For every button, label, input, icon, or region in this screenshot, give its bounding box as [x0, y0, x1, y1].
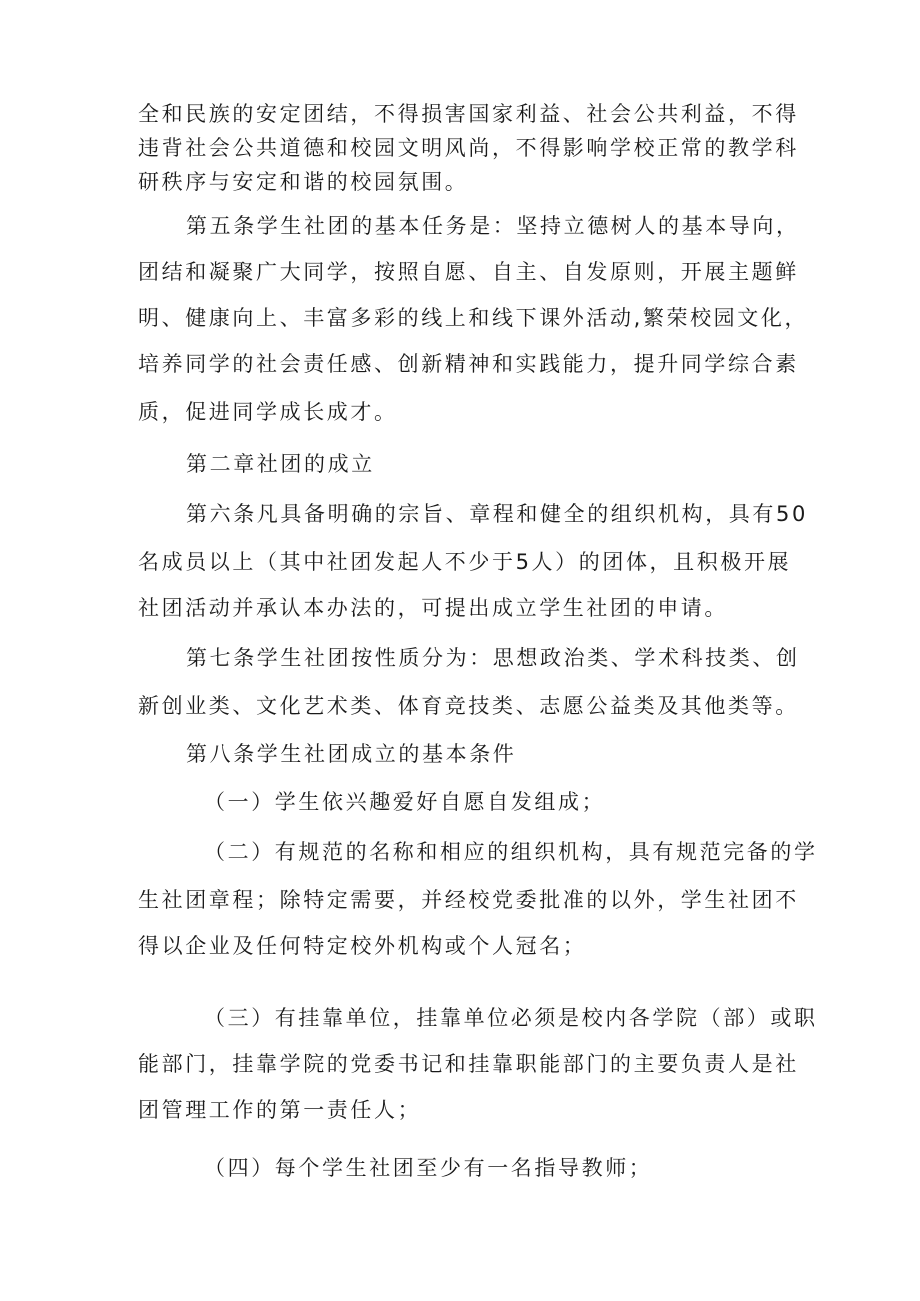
article-5-heading-line: 第五条学生社团的基本任务是：坚持立德树人的基本导向，	[186, 214, 800, 238]
text-line: 名成员以上（其中社团发起人不少于5人）的团体，且积极开展	[138, 550, 792, 574]
condition-1-line: （一）学生依兴趣爱好自愿自发组成；	[204, 790, 606, 814]
condition-3-line: （三）有挂靠单位，挂靠单位必须是校内各学院（部）或职	[204, 1006, 818, 1030]
condition-4-line: （四）每个学生社团至少有一名指导教师；	[204, 1156, 653, 1180]
text-line: 研秩序与安定和谐的校园氛围。	[138, 170, 469, 194]
text-line: 全和民族的安定团结，不得损害国家利益、社会公共利益，不得	[138, 102, 799, 126]
text-line: 团管理工作的第一责任人；	[138, 1098, 422, 1122]
chapter-2-heading: 第二章社团的成立	[186, 452, 375, 476]
text-line: 团结和凝聚广大同学，按照自愿、自主、自发原则，开展主题鲜	[138, 260, 799, 284]
text-line: 质，促进同学成长成才。	[138, 400, 398, 424]
article-6-line: 第六条凡具备明确的宗旨、章程和健全的组织机构，具有50	[186, 502, 808, 526]
text-line: 培养同学的社会责任感、创新精神和实践能力，提升同学综合素	[138, 352, 799, 376]
article-7-line: 第七条学生社团按性质分为：思想政治类、学术科技类、创	[186, 646, 800, 670]
article-8-heading: 第八条学生社团成立的基本条件	[186, 742, 517, 766]
text-line: 新创业类、文化艺术类、体育竞技类、志愿公益类及其他类等。	[138, 694, 799, 718]
text-line: 生社团章程；除特定需要，并经校党委批准的以外，学生社团不	[138, 888, 799, 912]
text-line: 能部门，挂靠学院的党委书记和挂靠职能部门的主要负责人是社	[138, 1052, 799, 1076]
text-line: 社团活动并承认本办法的，可提出成立学生社团的申请。	[138, 596, 728, 620]
condition-2-line: （二）有规范的名称和相应的组织机构，具有规范完备的学	[204, 840, 818, 864]
text-line: 违背社会公共道德和校园文明风尚，不得影响学校正常的教学科	[138, 136, 799, 160]
text-line: 明、健康向上、丰富多彩的线上和线下课外活动,繁荣校园文化，	[138, 306, 809, 330]
text-line: 得以企业及任何特定校外机构或个人冠名；	[138, 934, 587, 958]
